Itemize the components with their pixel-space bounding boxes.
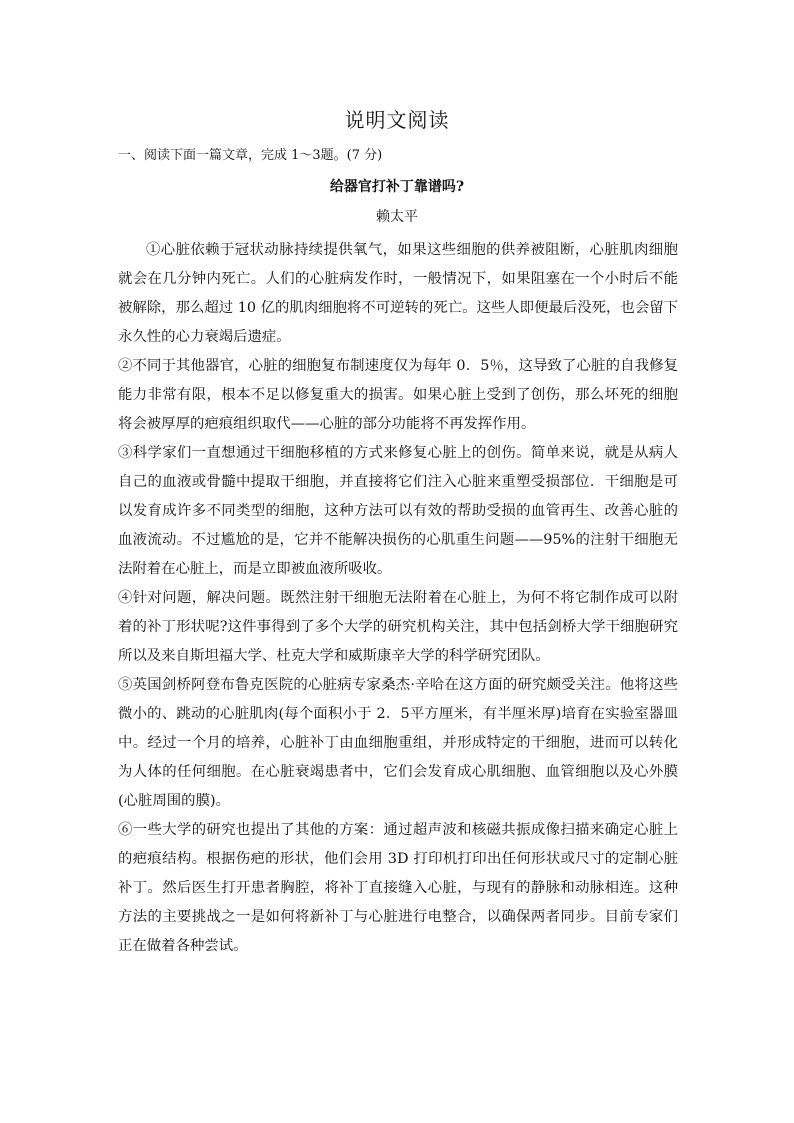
paragraph-6: ⑥一些大学的研究也提出了其他的方案：通过超声波和核磁共振成像扫描来确定心脏上的疤痕结构。根据伤疤的形状，他们会用 3D 打印机打印出任何形状或尺寸的定制心脏补丁。然后医生打开患者胸腔，将补丁直接缝入心脏，与现有的静脉和动脉相连。这种方法的主要挑战之一是如何将新补丁与心脏进行电整合，以确保两者同步。目前专家们正在做着各种尝试。 (118, 822, 678, 954)
paragraph-2: ②不同于其他器官，心脏的细胞复布制速度仅为每年 0．5％，这导致了心脏的自我修复能力非常有限，根本不足以修复重大的损害。如果心脏上受到了创伤，那么坏死的细胞将会被厚厚的疤痕组织取代——心脏的部分功能将不再发挥作用。 (118, 358, 678, 432)
paragraph-1: ①心脏依赖于冠状动脉持续提供氧气，如果这些细胞的供养被阻断，心脏肌肉细胞就会在几分钟内死亡。人们的心脏病发作时，一般情况下，如果阻塞在一个小时后不能被解除，那么超过 10 亿的肌肉细胞将不可逆转的死亡。这些人即便最后没死，也会留下永久性的心力衰竭后遗症。 (118, 242, 678, 345)
page-title: 说明文阅读 (344, 108, 450, 132)
article-author: 赖太平 (376, 209, 418, 225)
paragraph-4: ④针对问题，解决问题。既然注射干细胞无法附着在心脏上，为何不将它制作成可以附着的补丁形状呢?这件事得到了多个大学的研究机构关注，其中包括剑桥大学干细胞研究所以及来自斯坦福大学、杜克大学和威斯康辛大学的科学研究团队。 (118, 590, 678, 664)
article-title: 给器官打补丁靠谱吗? (329, 179, 465, 195)
article-body (118, 236, 678, 961)
question-instructions: 一、阅读下面一篇文章，完成 1～3题。(7 分) (118, 148, 383, 163)
paragraph-5: ⑤英国剑桥阿登布鲁克医院的心脏病专家桑杰·辛哈在这方面的研究颇受关注。他将这些微小的、跳动的心脏肌肉(每个面积小于 2．5平方厘米，有半厘米厚)培育在实验室器皿中。经过一个月的培养，心脏补丁由血细胞重组，并形成特定的干细胞，进而可以转化为人体的任何细胞。在心脏衰竭患者中，它们会发育成心肌细胞、血管细胞以及心外膜(心脏周围的膜)。 (118, 677, 678, 809)
paragraph-3: ③科学家们一直想通过干细胞移植的方式来修复心脏上的创伤。简单来说，就是从病人自己的血液或骨髓中提取干细胞，并直接将它们注入心脏来重塑受损部位．干细胞是可以发育成许多不同类型的细胞，这种方法可以有效的帮助受损的血管再生、改善心脏的血液流动。不过尴尬的是，它并不能解决损伤的心肌重生问题——95%的注射干细胞无法附着在心脏上，而是立即被血液所吸收。 (118, 445, 678, 577)
